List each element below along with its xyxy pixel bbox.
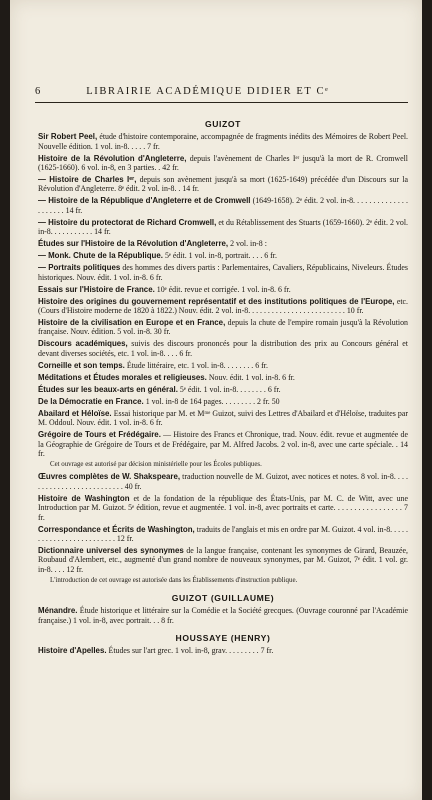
entry-description: Étude historique et littéraire sur la Comédie et la Société grecques. (Ouvrage couronné par l'Académie française.) 1 vol. in-8, avec portrait. . . 8 fr. (38, 606, 408, 625)
entry-description: depuis la chute de l'empire romain jusqu'à la Révolution française. Nouv. édition. 5 vol. in-8. 30 fr. (38, 318, 408, 337)
section-heading: GUIZOT (204, 119, 242, 129)
entry-title: Histoire de Washington (38, 493, 130, 503)
entry-title: Essais sur l'Histoire de France. (38, 284, 155, 294)
entry-description: et du Rétablissement des Stuarts (1659-1660). 2ᵉ édit. 2 vol. in-8. . . . . . . . . . . 14 fr. (38, 217, 408, 237)
entry-description: 5ᵉ édit. 1 vol. in-8. . . . . . . . 6 fr. (179, 384, 281, 394)
entry-description: Essai historique par M. et Mᵐᵉ Guizot, suivi des Lettres d'Abailard et d'Héloïse, traduites par M. Oddoul. Nouv. édit. 1 vol. in-8. 6 fr. (38, 408, 409, 428)
catalogue-entry (38, 239, 408, 248)
entry-description: traduits de l'anglais et mis en ordre par M. Guizot. 4 vol. in-8. . . . . . . . . . . . . . . . . . . . . . . . . 12 fr. (38, 524, 408, 543)
entry-description: suivis des discours prononcés pour la distribution des prix au Concours général et devant diverses sociétés, etc. 1 vol. in-8. . . . 6 fr. (38, 339, 408, 358)
catalogue-entry (38, 472, 408, 491)
entry-description: etc. (Cours d'Histoire moderne de 1820 à 1822.) Nouv. édit. 2 vol. in-8. . . . . . . . . . . . . . . . . . . . . . . . . 10 fr. (38, 296, 408, 316)
entry-description: 1 vol. in-8 de 164 pages. . . . . . . . . 2 fr. 50 (145, 396, 280, 406)
entry-title: Études sur l'Histoire de la Révolution d'Angleterre, (38, 239, 229, 249)
entry-description: Étude littéraire, etc. 1 vol. in-8. . . . . . . . 6 fr. (126, 360, 268, 370)
entry-title: — Histoire de la République d'Angleterre et de Cromwell (38, 196, 251, 206)
page-number: 6 (35, 86, 41, 97)
catalogue-entry (38, 525, 408, 544)
catalogue-note: Cet ouvrage est autorisé par décision ministérielle pour les Écoles publiques. (50, 461, 262, 469)
entry-title: Ménandre. (38, 606, 78, 616)
catalogue-entry (38, 318, 408, 337)
catalogue-entry (38, 385, 408, 394)
entry-title: Histoire de la Révolution d'Angleterre, (38, 153, 187, 163)
catalogue-entry (38, 251, 408, 260)
entry-title: — Histoire du protectorat de Richard Cromwell, (38, 217, 217, 227)
catalogue-entry (38, 546, 408, 574)
catalogue-entry (38, 175, 408, 194)
book-page (10, 0, 422, 800)
entry-title: — Monk. Chute de la République. (38, 251, 163, 261)
catalogue-note: L'introduction de cet ouvrage est autorisée dans les Établissements d'instruction publique. (50, 576, 298, 584)
entry-description: traduction nouvelle de M. Guizot, avec notices et notes. 8 vol. in-8. . . . . . . . . . . . . . . . . . . . . . . . . . 40 fr. (38, 472, 408, 491)
entry-title: Méditations et Études morales et religieuses. (38, 372, 207, 382)
header-rule (35, 102, 408, 103)
catalogue-entry (38, 361, 408, 370)
catalogue-entry (38, 646, 408, 655)
catalogue-entry (38, 297, 408, 316)
entry-description: de la langue française, contenant les synonymes de Girard, Beauzée, Roubaud d'Alembert, etc., augmenté d'un grand nombre de nouveaux synonymes, par M. Guizot, 7ᵉ édit. 1 vol. gr. in-8. . . . 12 fr. (38, 545, 408, 574)
entry-description: — Histoire des Francs et Chronique, trad. Nouv. édit. revue et augmentée de la Géographie de Grégoire de Tours et de Frédégaire, par M. Alfred Jacobs. 2 vol. in-8, avec une carte spéciale. . 14 fr. (38, 430, 408, 458)
entry-title: — Portraits politiques (38, 263, 121, 273)
entry-description: et de la fondation de la république des États-Unis, par M. C. de Witt, avec une Introduction par M. Guizot. 5ᵉ édition, revue et augmentée. 1 vol. in-8, avec portraits et carte. . . . . . . . . . . . . . . . . 7 fr. (38, 493, 408, 522)
entry-title: Dictionnaire universel des synonymes (38, 545, 184, 555)
catalogue-entry (38, 494, 408, 522)
catalogue-entry (38, 397, 408, 406)
section-heading: HOUSSAYE (HENRY) (175, 633, 271, 644)
entry-description: étude d'histoire contemporaine, accompagnée de fragments inédits des Mémoires de Robert Peel. Nouvelle édition. 1 vol. in-8. . . . . 7 fr. (38, 132, 408, 151)
entry-title: Œuvres complètes de W. Shakspeare, (38, 472, 181, 482)
catalogue-entry (38, 218, 408, 237)
entry-title: Corneille et son temps. (38, 360, 125, 370)
entry-title: Correspondance et Écrits de Washington, (38, 524, 195, 534)
entry-title: Discours académiques, (38, 339, 128, 349)
entry-title: De la Démocratie en France. (38, 396, 144, 406)
entry-title: Histoire de la civilisation en Europe et en France, (38, 318, 226, 328)
catalogue-content (38, 118, 408, 658)
entry-description: 10ᵉ édit. revue et corrigée. 1 vol. in-8. 6 fr. (156, 284, 291, 294)
catalogue-entry (38, 430, 408, 458)
catalogue-entry (38, 373, 408, 382)
catalogue-entry (38, 154, 408, 173)
catalogue-entry (38, 339, 408, 358)
entry-description: depuis l'avènement de Charles Iᵉʳ jusqu'à la mort de R. Cromwell (1625-1660). 6 vol. in-8, en 3 parties. . 42 fr. (38, 153, 408, 173)
entry-title: Abailard et Héloïse. (38, 408, 112, 418)
entry-title: Histoire d'Apelles. (38, 646, 107, 656)
catalogue-entry (38, 196, 408, 215)
section-heading: GUIZOT (GUILLAUME) (171, 593, 275, 604)
entry-title: — Histoire de Charles Iᵉʳ, (38, 175, 137, 185)
entry-description: des hommes des divers partis : Parlementaires, Cavaliers, Républicains, Niveleurs. Études historiques. Nouv. édit. 1 vol. in-8. 6 fr. (38, 263, 408, 282)
running-head (35, 86, 412, 97)
catalogue-entry (38, 409, 408, 428)
entry-title: Sir Robert Peel, (38, 132, 98, 142)
entry-title: Études sur les beaux-arts en général. (38, 384, 178, 394)
catalogue-entry (38, 285, 408, 294)
entry-description: Nouv. édit. 1 vol. in-8. 6 fr. (208, 372, 295, 382)
catalogue-entry (38, 132, 408, 151)
entry-title: Grégoire de Tours et Frédégaire. (38, 430, 161, 440)
entry-description: (1649-1658). 2ᵉ édit. 2 vol. in-8. . . . . . . . . . . . . . . . . . . . . 14 fr. (38, 196, 408, 215)
entry-description: Études sur l'art grec. 1 vol. in-8, grav. . . . . . . . . 7 fr. (108, 646, 274, 656)
catalogue-entry (38, 606, 408, 625)
catalogue-entry (38, 263, 408, 282)
entry-description: 2 vol. in-8 : (230, 239, 267, 249)
entry-description: depuis son avènement jusqu'à sa mort (1625-1649) précédée d'un Discours sur la Révolution d'Angleterre. 8ᵉ édit. 2 vol. in-8. . 14 fr. (38, 175, 408, 194)
entry-title: Histoire des origines du gouvernement représentatif et des institutions politiques de l'Europe, (38, 296, 395, 306)
running-title: LIBRAIRIE ACADÉMIQUE DIDIER ET Cᵉ (86, 86, 330, 97)
entry-description: 5ᵉ édit. 1 vol. in-8, portrait. . . . 6 fr. (164, 251, 277, 261)
